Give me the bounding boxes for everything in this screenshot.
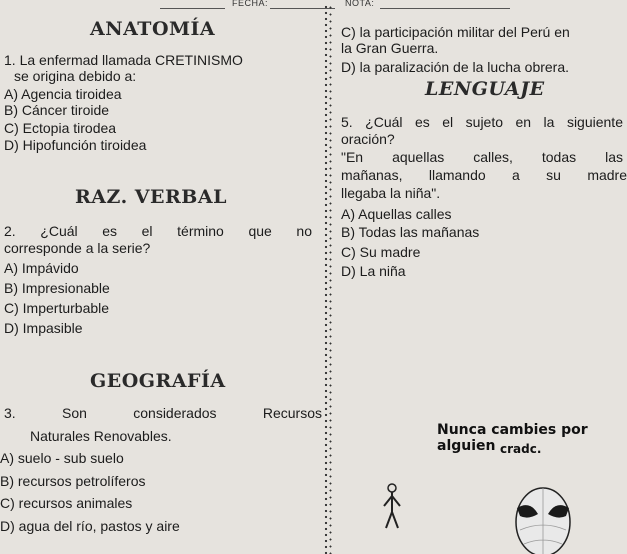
prev-option-d: D) la paralización de la lucha obrera.: [341, 59, 570, 75]
fecha-label: FECHA:: [232, 0, 269, 8]
q5-option-d: D) La niña: [341, 263, 406, 279]
question-2-line2: corresponde a la serie?: [4, 240, 151, 256]
q2-option-b: B) Impresionable: [4, 280, 110, 296]
quote-line2: mañanas, llamando a su madre: [341, 167, 627, 183]
quote-line1: "En aquellas calles, todas las: [341, 149, 623, 165]
q2-option-d: D) Impasible: [4, 320, 83, 336]
q3-option-c: C) recursos animales: [0, 495, 133, 511]
q1-option-a: A) Agencia tiroidea: [4, 86, 122, 102]
quote-line3: llegaba la niña".: [341, 185, 441, 201]
question-5-line1: 5. ¿Cuál es el sujeto en la siguiente: [341, 114, 623, 130]
handwritten-note-line1: Nunca cambies por alguien: [437, 422, 588, 454]
q2-option-c: C) Imperturbable: [4, 300, 110, 316]
nota-line: [380, 8, 510, 9]
prev-option-c-line2: la Gran Guerra.: [341, 40, 439, 56]
question-2-line1: 2. ¿Cuál es el término que no: [4, 223, 312, 239]
handwritten-note-line2: cradc.: [500, 442, 542, 456]
section-title-lenguaje: LENGUAJE: [425, 78, 545, 100]
prev-option-c-line1: C) la participación militar del Perú en: [341, 24, 570, 40]
q1-option-d: D) Hipofunción tiroidea: [4, 137, 147, 153]
q2-option-a: A) Impávido: [4, 260, 79, 276]
header-line-left: [160, 8, 225, 9]
question-1-line1: 1. La enfermad llamada CRETINISMO: [4, 52, 243, 68]
nota-label: NOTA:: [345, 0, 375, 8]
q3-option-a: A) suelo - sub suelo: [0, 450, 124, 466]
q3-option-d: D) agua del río, pastos y aire: [0, 518, 180, 534]
q5-option-a: A) Aquellas calles: [341, 206, 452, 222]
q5-option-b: B) Todas las mañanas: [341, 224, 480, 240]
question-3-line2: Naturales Renovables.: [30, 428, 172, 444]
section-title-geografia: GEOGRAFÍA: [90, 370, 226, 392]
q1-option-b: B) Cáncer tiroide: [4, 102, 110, 118]
question-3-line1: 3. Son considerados Recursos: [4, 405, 322, 421]
q3-option-b: B) recursos petrolíferos: [0, 473, 146, 489]
section-title-anatomia: ANATOMÍA: [90, 18, 216, 40]
stick-figure-drawing: [378, 482, 406, 538]
question-5-line2: oración?: [341, 131, 395, 147]
column-divider-inner: [329, 4, 332, 554]
question-1-line2: se origina debido a:: [14, 68, 137, 84]
q1-option-c: C) Ectopia tirodea: [4, 120, 117, 136]
section-title-raz-verbal: RAZ. VERBAL: [75, 186, 227, 208]
q5-option-c: C) Su madre: [341, 244, 421, 260]
mask-drawing: [508, 480, 578, 554]
